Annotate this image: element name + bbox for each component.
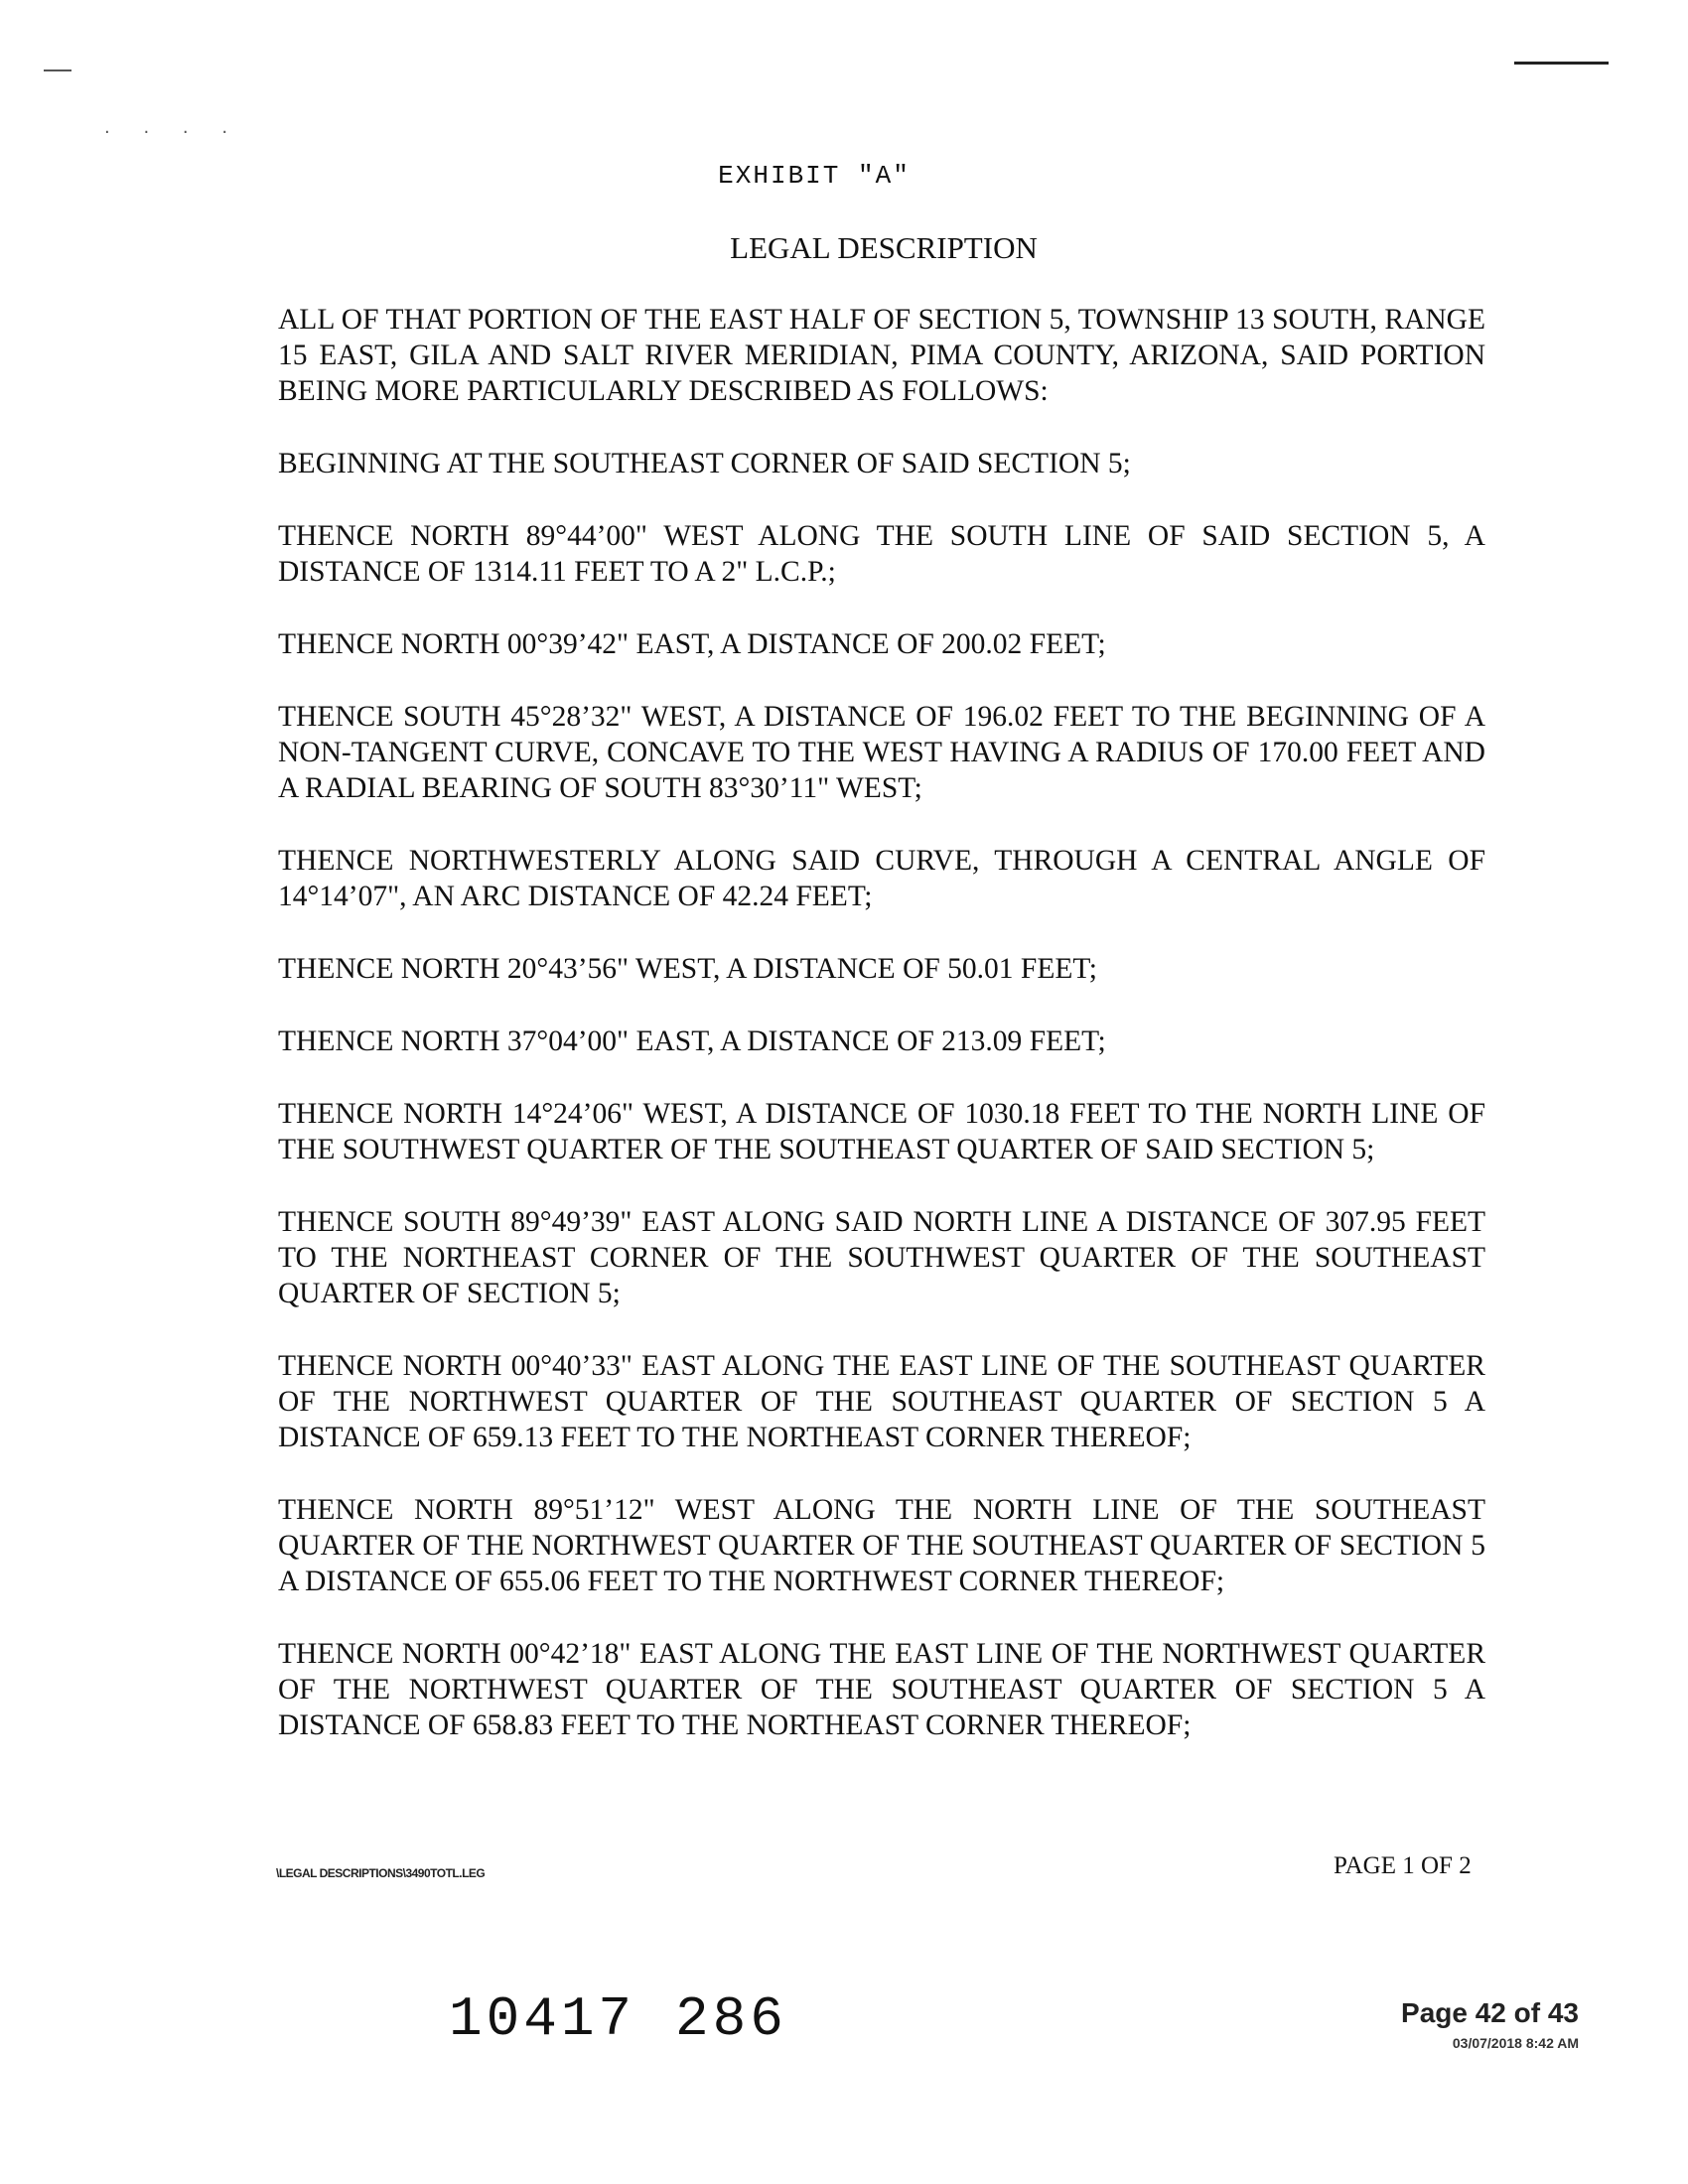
recorded-timestamp: 03/07/2018 8:42 AM [1452, 2035, 1579, 2051]
recorded-page-label: Page 42 of 43 [1401, 1997, 1579, 2028]
paragraph: THENCE NORTH 89°51’12" WEST ALONG THE NORTH LINE OF THE SOUTHEAST QUARTER OF THE NORTHWEST QUARTER OF THE SOUTHEAST QUARTER OF SECTION 5 A DISTANCE OF 655.06 FEET TO THE NORTHWEST CORNER THEREOF; [278, 1494, 1485, 1597]
paragraph: BEGINNING AT THE SOUTHEAST CORNER OF SAID SECTION 5; [278, 448, 1131, 479]
legal-description-body [278, 302, 1485, 1780]
paragraph: THENCE SOUTH 45°28’32" WEST, A DISTANCE OF 196.02 FEET TO THE BEGINNING OF A NON-TANGENT CURVE, CONCAVE TO THE WEST HAVING A RADIUS OF 170.00 FEET AND A RADIAL BEARING OF SOUTH 83°30’11" WEST; [278, 701, 1485, 804]
paragraph: THENCE SOUTH 89°49’39" EAST ALONG SAID NORTH LINE A DISTANCE OF 307.95 FEET TO THE NORTHEAST CORNER OF THE SOUTHWEST QUARTER OF THE SOUTHEAST QUARTER OF SECTION 5; [278, 1206, 1485, 1309]
recording-page-number: 286 [675, 1987, 787, 2051]
footer-page-number: PAGE 1 OF 2 [1334, 1852, 1472, 1879]
paragraph: THENCE NORTH 20°43’56" WEST, A DISTANCE OF 50.01 FEET; [278, 953, 1097, 985]
paragraph: THENCE NORTH 00°42’18" EAST ALONG THE EAST LINE OF THE NORTHWEST QUARTER OF THE NORTHWEST QUARTER OF THE SOUTHEAST QUARTER OF SECTION 5 A DISTANCE OF 658.83 FEET TO THE NORTHEAST CORNER THEREOF; [278, 1638, 1485, 1741]
paragraph: THENCE NORTH 00°40’33" EAST ALONG THE EAST LINE OF THE SOUTHEAST QUARTER OF THE NORTHWEST QUARTER OF THE SOUTHEAST QUARTER OF SECTION 5 A DISTANCE OF 659.13 FEET TO THE NORTHEAST CORNER THEREOF; [278, 1350, 1485, 1453]
exhibit-title: EXHIBIT "A" [718, 161, 911, 191]
scan-artifact-mark [44, 69, 71, 71]
scan-artifact-mark [1514, 62, 1609, 65]
document-heading: LEGAL DESCRIPTION [730, 230, 1038, 265]
recording-book-number: 10417 [449, 1987, 636, 2051]
paragraph: ALL OF THAT PORTION OF THE EAST HALF OF SECTION 5, TOWNSHIP 13 SOUTH, RANGE 15 EAST, GILA AND SALT RIVER MERIDIAN, PIMA COUNTY, ARIZONA, SAID PORTION BEING MORE PARTICULARLY DESCRIBED AS FOLLOWS: [278, 304, 1485, 407]
scan-artifact-dots: . . . . [104, 117, 242, 138]
paragraph: THENCE NORTH 37°04’00" EAST, A DISTANCE OF 213.09 FEET; [278, 1025, 1106, 1057]
paragraph: THENCE NORTH 00°39’42" EAST, A DISTANCE OF 200.02 FEET; [278, 628, 1106, 660]
paragraph: THENCE NORTH 89°44’00" WEST ALONG THE SOUTH LINE OF SAID SECTION 5, A DISTANCE OF 1314.11 FEET TO A 2" L.C.P.; [278, 520, 1485, 588]
paragraph: THENCE NORTHWESTERLY ALONG SAID CURVE, THROUGH A CENTRAL ANGLE OF 14°14’07", AN ARC DISTANCE OF 42.24 FEET; [278, 845, 1485, 912]
footer-file-path: \LEGAL DESCRIPTIONS\3490TOTL.LEG [276, 1866, 486, 1880]
paragraph: THENCE NORTH 14°24’06" WEST, A DISTANCE OF 1030.18 FEET TO THE NORTH LINE OF THE SOUTHWEST QUARTER OF THE SOUTHEAST QUARTER OF SAID SECTION 5; [278, 1098, 1485, 1165]
